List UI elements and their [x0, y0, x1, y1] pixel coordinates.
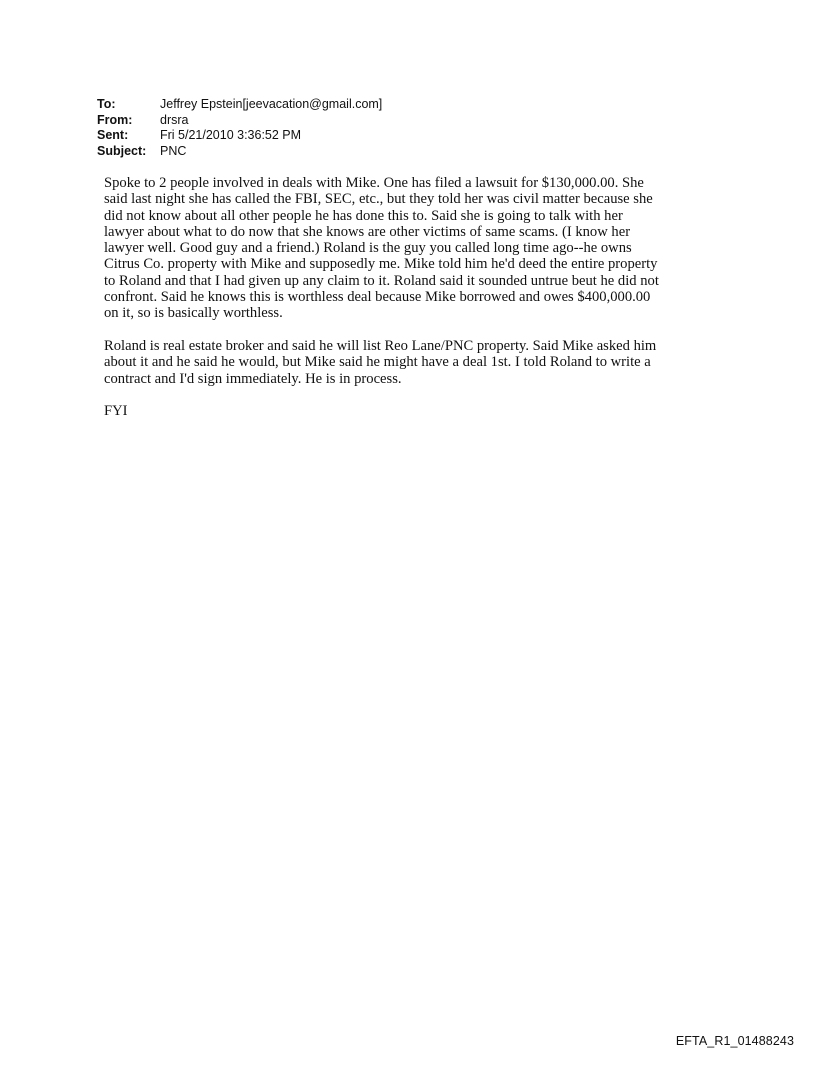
body-line: on it, so is basically worthless.	[104, 305, 283, 322]
to-label: To:	[97, 97, 116, 111]
body-paragraph-3	[104, 403, 724, 419]
sent-label: Sent:	[97, 128, 129, 142]
to-value: Jeffrey Epstein[jeevacation@gmail.com]	[160, 97, 383, 111]
body-line: lawyer well. Good guy and a friend.) Roland is the guy you called long time ago--he owns	[104, 240, 632, 257]
subject-row	[97, 144, 382, 160]
body-paragraph-1	[104, 175, 724, 322]
sent-value: Fri 5/21/2010 3:36:52 PM	[160, 128, 302, 142]
subject-label: Subject:	[97, 143, 147, 158]
body-line: Roland is real estate broker and said he will list Reo Lane/PNC property. Said Mike asked him	[104, 337, 657, 354]
body-line: said last night she has called the FBI, SEC, etc., but they told her was civil matter because she	[104, 191, 653, 208]
body-line: confront. Said he knows this is worthless deal because Mike borrowed and owes $400,000.00	[104, 289, 651, 306]
body-line: FYI	[104, 403, 128, 420]
body-line: Spoke to 2 people involved in deals with Mike. One has filed a lawsuit for $130,000.00. She	[104, 175, 644, 191]
body-line: about it and he said he would, but Mike said he might have a deal 1st. I told Roland to write a	[104, 354, 651, 371]
document-id: EFTA_R1_01488243	[675, 1034, 794, 1048]
subject-value: PNC	[160, 143, 187, 158]
from-value: drsra	[160, 112, 189, 127]
from-row	[97, 113, 382, 129]
body-line: lawyer about what to do now that she knows are other victims of same scams. (I know her	[104, 223, 631, 240]
body-paragraph-2	[104, 338, 724, 387]
email-body	[104, 175, 724, 436]
body-line: contract and I'd sign immediately. He is in process.	[104, 370, 402, 387]
body-line: Citrus Co. property with Mike and supposedly me. Mike told him he'd deed the entire property	[104, 256, 658, 273]
to-row	[97, 97, 382, 113]
body-line: to Roland and that I had given up any claim to it. Roland said it sounded untrue beut he did not	[104, 272, 659, 289]
sent-row	[97, 128, 382, 144]
email-header	[97, 97, 382, 159]
from-label: From:	[97, 112, 133, 127]
body-line: did not know about all other people he has done this to. Said she is going to talk with her	[104, 207, 623, 224]
